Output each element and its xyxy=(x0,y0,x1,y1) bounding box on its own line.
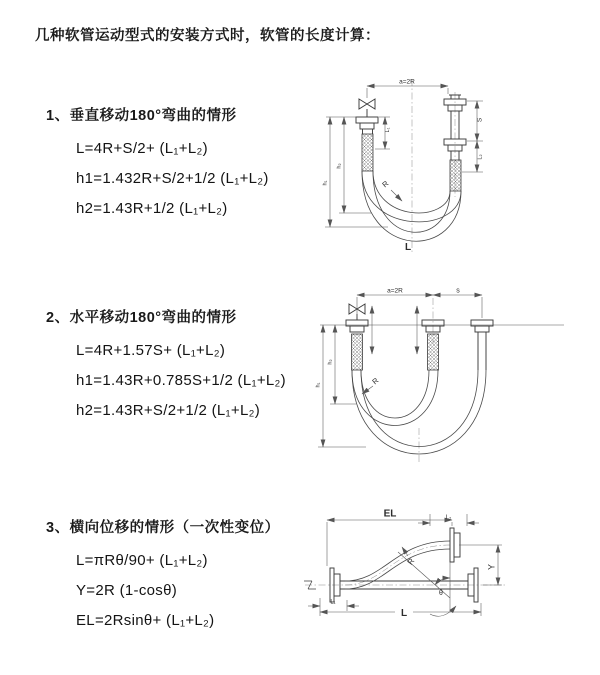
dimension-h1 xyxy=(323,117,389,227)
label-l-total: L xyxy=(404,242,412,253)
section-vertical-movement xyxy=(46,104,269,224)
dimension-l1 xyxy=(375,117,391,149)
dimension-s xyxy=(467,101,484,141)
formula-el: EL=2Rsinθ+ (L₁+L₂) xyxy=(76,612,215,629)
formula-length: L=4R+S/2+ (L₁+L₂) xyxy=(76,140,208,157)
dimension-el xyxy=(327,509,452,567)
label-h2: h₂ xyxy=(336,163,343,169)
formula-h2: h2=1.43R+S/2+1/2 (L₁+L₂) xyxy=(76,402,261,419)
diagram-lateral-displacement xyxy=(300,500,595,650)
dimension-y xyxy=(459,545,502,585)
label-h2: h₂ xyxy=(327,359,334,365)
centerlines xyxy=(419,298,433,462)
label-h1: h₁ xyxy=(315,382,322,388)
dimension-a2r xyxy=(357,288,482,319)
end-length-dimensions xyxy=(372,306,417,354)
centerlines xyxy=(305,545,505,585)
label-s: S xyxy=(476,117,484,123)
section-3-formulas xyxy=(76,546,280,636)
label-l1: L₁ xyxy=(330,599,336,606)
formula-h1: h1=1.432R+S/2+1/2 (L₁+L₂) xyxy=(76,170,269,187)
hose-s-curve xyxy=(345,541,450,589)
formula-length: L=πRθ/90+ (L₁+L₂) xyxy=(76,552,208,569)
page-title: 几种软管运动型式的安装方式时，软管的长度计算： xyxy=(35,28,380,44)
radius-callout xyxy=(362,376,381,394)
upper-right-flange xyxy=(450,528,460,562)
label-r: R xyxy=(370,375,381,387)
dimension-s xyxy=(433,288,482,296)
label-r: R xyxy=(405,556,417,567)
label-y: Y xyxy=(486,563,497,571)
section-1-heading: 1、垂直移动180°弯曲的情形 xyxy=(46,108,237,124)
diagram-horizontal-180-bend xyxy=(308,282,590,477)
section-lateral-displacement xyxy=(46,516,280,636)
formula-y: Y=2R (1-cosθ) xyxy=(76,582,178,599)
hose-curves xyxy=(362,171,461,241)
formula-length: L=4R+1.57S+ (L₁+L₂) xyxy=(76,342,226,359)
label-l-total: L xyxy=(400,608,408,619)
formula-h2: h2=1.43R+1/2 (L₁+L₂) xyxy=(76,200,228,217)
label-s: s xyxy=(456,287,460,295)
label-a2r: a=2R xyxy=(387,287,403,295)
label-el: EL xyxy=(383,508,397,520)
section-2-formulas xyxy=(76,336,286,426)
dimension-l1 xyxy=(308,600,359,612)
label-theta: θ xyxy=(439,590,443,597)
dimension-l2 xyxy=(462,141,484,172)
radius-callout xyxy=(402,547,416,567)
left-pipe-flange xyxy=(346,320,368,370)
label-h1: h₁ xyxy=(322,180,329,186)
section-3-heading: 3、横向位移的情形（一次性变位） xyxy=(46,520,280,536)
label-l2: L₂ xyxy=(445,515,452,521)
label-a2r: a=2R xyxy=(399,78,415,86)
right-pipe-flange xyxy=(471,320,493,370)
diagram-vertical-180-bend xyxy=(312,73,584,258)
dimension-l xyxy=(320,598,481,619)
left-pipe-flange xyxy=(356,117,378,171)
valve-icon xyxy=(359,99,375,117)
radius-callout xyxy=(380,179,402,201)
dimension-a2r xyxy=(367,79,448,99)
section-1-formulas xyxy=(76,134,269,224)
label-l2: L₂ xyxy=(477,154,484,160)
formula-h1: h1=1.43R+0.785S+1/2 (L₁+L₂) xyxy=(76,372,286,389)
label-l1: L₁ xyxy=(384,127,391,133)
section-horizontal-movement xyxy=(46,306,286,426)
label-r: R xyxy=(380,178,391,190)
section-2-heading: 2、水平移动180°弯曲的情形 xyxy=(46,310,237,326)
